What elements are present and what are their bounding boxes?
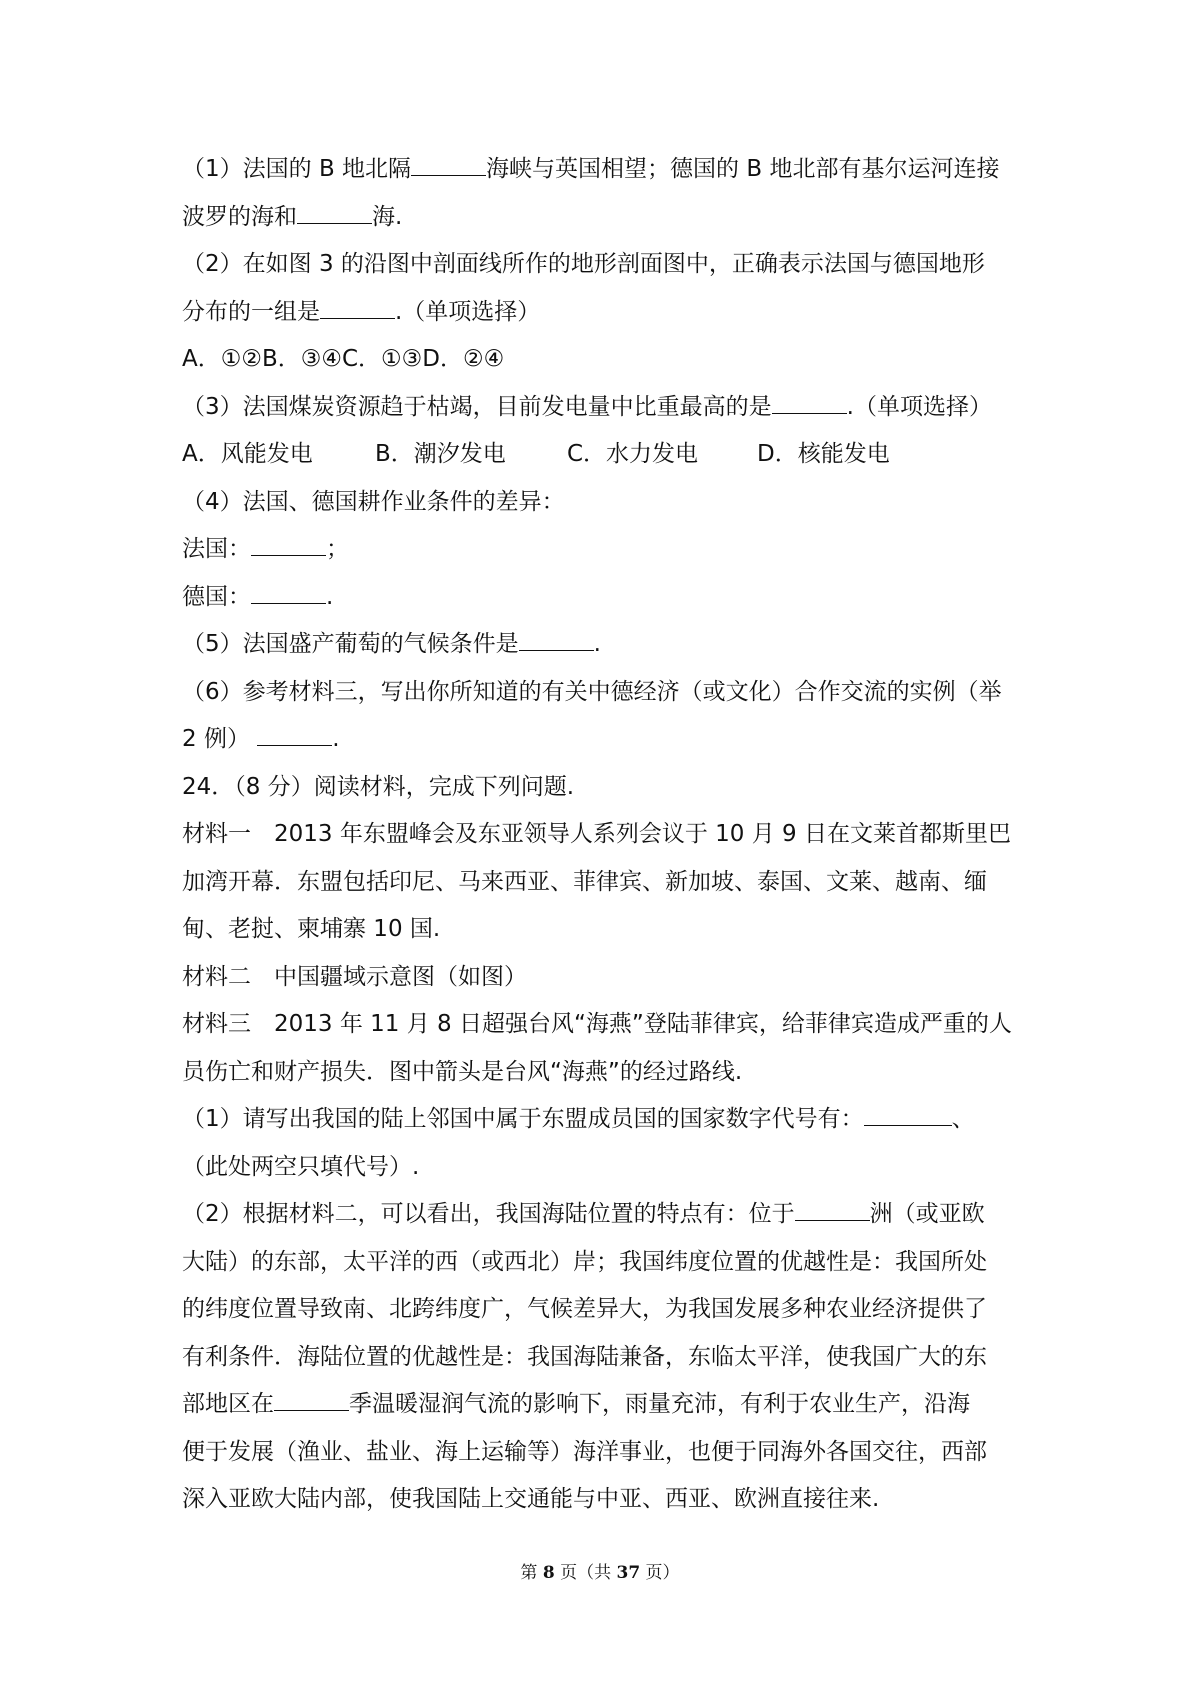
document-body — [182, 146, 1028, 1524]
material-line: 加湾开幕．东盟包括印尼、马来西亚、菲律宾、新加坡、泰国、文莱、越南、缅 — [182, 868, 987, 895]
text-line: （2）根据材料二，可以看出，我国海陆位置的特点有：位于 洲（或亚欧 — [182, 1191, 1028, 1239]
text-line: （4）法国、德国耕作业条件的差异： — [182, 488, 565, 515]
question-heading: 24．（8 分）阅读材料，完成下列问题. — [182, 773, 575, 800]
answer-blank — [772, 391, 847, 414]
text-line: 德国： . — [182, 574, 1028, 622]
answer-blank — [519, 628, 594, 651]
text-line: 便于发展（渔业、盐业、海上运输等）海洋事业，也便于同海外各国交往，西部 — [182, 1438, 987, 1465]
text-line: 的纬度位置导致南、北跨纬度广，气候差异大，为我国发展多种农业经济提供了 — [182, 1296, 987, 1322]
text-line: （2）在如图 3 的沿图中剖面线所作的地形剖面图中，正确表示法国与德国地形 — [182, 251, 985, 277]
answer-blank — [251, 533, 326, 556]
answer-blank — [795, 1198, 870, 1221]
page-number: 8 — [542, 1563, 555, 1583]
text-line: （3）法国煤炭资源趋于枯竭，目前发电量中比重最高的是 .（单项选择） — [182, 384, 1028, 432]
options-line — [182, 431, 1028, 479]
text-line: （1）法国的 B 地北隔 海峡与英国相望；德国的 B 地北部有基尔运河连接 — [182, 146, 1028, 194]
answer-blank — [411, 153, 486, 176]
text-line: 法国： ； — [182, 526, 1028, 574]
text-line: 部地区在 季温暖湿润气流的影响下，雨量充沛，有利于农业生产，沿海 — [182, 1381, 1028, 1429]
text-line: 波罗的海和 海. — [182, 194, 1028, 242]
material-line: 材料一 2013 年东盟峰会及东亚领导人系列会议于 10 月 9 日在文莱首都斯里巴 — [182, 821, 1011, 847]
page-total: 37 — [616, 1563, 641, 1583]
option-d: D．核能发电 — [757, 441, 890, 467]
option-c: C．水力发电 — [567, 441, 699, 467]
text-line: 大陆）的东部，太平洋的西（或西北）岸；我国纬度位置的优越性是：我国所处 — [182, 1248, 987, 1275]
options-line: A．①②B．③④C．①③D．②④ — [182, 346, 505, 372]
answer-blank — [864, 1103, 952, 1126]
text-line: 深入亚欧大陆内部，使我国陆上交通能与中亚、西亚、欧洲直接往来. — [182, 1486, 880, 1512]
answer-blank — [297, 201, 372, 224]
text-line: （此处两空只填代号）. — [182, 1153, 420, 1180]
material-line: 材料二 中国疆域示意图（如图） — [182, 963, 527, 990]
answer-blank — [251, 581, 326, 604]
material-line: 甸、老挝、柬埔寨 10 国. — [182, 916, 441, 942]
answer-blank — [274, 1388, 349, 1411]
text-line: 有利条件．海陆位置的优越性是：我国海陆兼备，东临太平洋，使我国广大的东 — [182, 1343, 987, 1370]
material-line: 材料三 2013 年 11 月 8 日超强台风“海燕”登陆菲律宾，给菲律宾造成严重的人 — [182, 1011, 1012, 1037]
text-line: （6）参考材料三，写出你所知道的有关中德经济（或文化）合作交流的实例（举 — [182, 678, 1002, 705]
option-b: B．潮汐发电 — [375, 441, 506, 467]
answer-blank — [257, 723, 332, 746]
text-line: （1）请写出我国的陆上邻国中属于东盟成员国的国家数字代号有： 、 — [182, 1096, 1028, 1144]
page-footer: 第 8 页（共 37 页） — [520, 1563, 680, 1583]
option-a: A．风能发电 — [182, 441, 313, 467]
text-line: 分布的一组是 .（单项选择） — [182, 289, 1028, 337]
text-line: （5）法国盛产葡萄的气候条件是 . — [182, 621, 1028, 669]
answer-blank — [320, 296, 395, 319]
text-line: 2 例） . — [182, 716, 1028, 764]
material-line: 员伤亡和财产损失．图中箭头是台风“海燕”的经过路线. — [182, 1058, 743, 1085]
